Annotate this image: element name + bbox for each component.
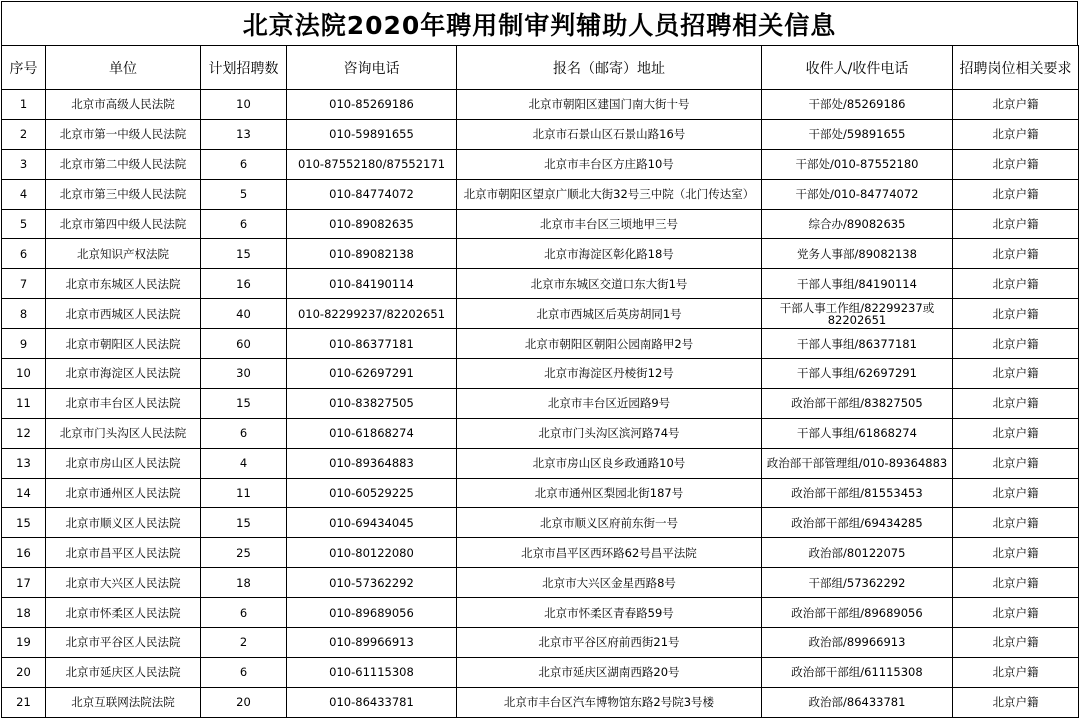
sheet-title: 北京法院2020年聘用制审判辅助人员招聘相关信息 [1, 1, 1078, 45]
table-body [2, 90, 1079, 718]
table-row [2, 568, 1079, 598]
cell-recipient: 干部组/57362292 [762, 568, 953, 598]
cell-requirements: 北京户籍 [953, 478, 1079, 508]
cell-unit: 北京市丰台区人民法院 [46, 388, 201, 418]
cell-planned-count: 16 [201, 269, 287, 299]
table-row [2, 687, 1079, 717]
table-row [2, 179, 1079, 209]
header-address: 报名（邮寄）地址 [457, 46, 762, 90]
cell-index: 15 [2, 508, 46, 538]
table-row [2, 329, 1079, 359]
cell-unit: 北京市第二中级人民法院 [46, 149, 201, 179]
cell-requirements: 北京户籍 [953, 149, 1079, 179]
cell-requirements: 北京户籍 [953, 269, 1079, 299]
cell-requirements: 北京户籍 [953, 299, 1079, 329]
cell-requirements: 北京户籍 [953, 90, 1079, 120]
header-phone: 咨询电话 [287, 46, 457, 90]
cell-address: 北京市门头沟区滨河路74号 [457, 418, 762, 448]
cell-requirements: 北京户籍 [953, 209, 1079, 239]
cell-requirements: 北京户籍 [953, 657, 1079, 687]
cell-address: 北京市海淀区彰化路18号 [457, 239, 762, 269]
cell-address: 北京市海淀区丹棱街12号 [457, 359, 762, 389]
table-row [2, 119, 1079, 149]
cell-index: 5 [2, 209, 46, 239]
cell-planned-count: 60 [201, 329, 287, 359]
cell-planned-count: 4 [201, 448, 287, 478]
table-row [2, 149, 1079, 179]
cell-recipient: 干部人事组/61868274 [762, 418, 953, 448]
cell-unit: 北京市平谷区人民法院 [46, 628, 201, 658]
cell-address: 北京市延庆区湖南西路20号 [457, 657, 762, 687]
cell-recipient: 干部处/010-87552180 [762, 149, 953, 179]
cell-requirements: 北京户籍 [953, 568, 1079, 598]
header-row [2, 46, 1079, 90]
cell-planned-count: 15 [201, 388, 287, 418]
table-row [2, 239, 1079, 269]
cell-recipient: 综合办/89082635 [762, 209, 953, 239]
cell-address: 北京市平谷区府前西街21号 [457, 628, 762, 658]
cell-planned-count: 13 [201, 119, 287, 149]
cell-planned-count: 6 [201, 209, 287, 239]
cell-phone: 010-87552180/87552171 [287, 149, 457, 179]
cell-phone: 010-61868274 [287, 418, 457, 448]
table-row [2, 478, 1079, 508]
cell-phone: 010-60529225 [287, 478, 457, 508]
cell-index: 1 [2, 90, 46, 120]
cell-index: 7 [2, 269, 46, 299]
table-row [2, 628, 1079, 658]
cell-recipient: 政治部干部组/81553453 [762, 478, 953, 508]
cell-address: 北京市怀柔区青春路59号 [457, 598, 762, 628]
cell-recipient: 政治部干部管理组/010-89364883 [762, 448, 953, 478]
cell-index: 10 [2, 359, 46, 389]
cell-unit: 北京市顺义区人民法院 [46, 508, 201, 538]
header-recipient: 收件人/收件电话 [762, 46, 953, 90]
cell-unit: 北京市海淀区人民法院 [46, 359, 201, 389]
cell-requirements: 北京户籍 [953, 388, 1079, 418]
cell-recipient: 干部处/010-84774072 [762, 179, 953, 209]
cell-phone: 010-86433781 [287, 687, 457, 717]
cell-phone: 010-89966913 [287, 628, 457, 658]
cell-address: 北京市丰台区三顷地甲三号 [457, 209, 762, 239]
cell-recipient: 政治部干部组/61115308 [762, 657, 953, 687]
cell-index: 16 [2, 538, 46, 568]
table-row [2, 657, 1079, 687]
cell-unit: 北京市西城区人民法院 [46, 299, 201, 329]
cell-index: 20 [2, 657, 46, 687]
cell-index: 3 [2, 149, 46, 179]
header-index: 序号 [2, 46, 46, 90]
cell-planned-count: 10 [201, 90, 287, 120]
cell-planned-count: 2 [201, 628, 287, 658]
cell-requirements: 北京户籍 [953, 179, 1079, 209]
cell-address: 北京市石景山区石景山路16号 [457, 119, 762, 149]
cell-phone: 010-89082138 [287, 239, 457, 269]
cell-index: 8 [2, 299, 46, 329]
cell-requirements: 北京户籍 [953, 418, 1079, 448]
cell-address: 北京市房山区良乡政通路10号 [457, 448, 762, 478]
cell-index: 9 [2, 329, 46, 359]
cell-planned-count: 6 [201, 418, 287, 448]
cell-phone: 010-84774072 [287, 179, 457, 209]
cell-address: 北京市昌平区西环路62号昌平法院 [457, 538, 762, 568]
cell-planned-count: 30 [201, 359, 287, 389]
cell-phone: 010-57362292 [287, 568, 457, 598]
cell-phone: 010-89364883 [287, 448, 457, 478]
table-row [2, 388, 1079, 418]
cell-requirements: 北京户籍 [953, 538, 1079, 568]
header-planned-count: 计划招聘数 [201, 46, 287, 90]
cell-index: 11 [2, 388, 46, 418]
cell-recipient: 干部处/59891655 [762, 119, 953, 149]
cell-index: 6 [2, 239, 46, 269]
cell-phone: 010-86377181 [287, 329, 457, 359]
cell-phone: 010-61115308 [287, 657, 457, 687]
recruitment-table [1, 45, 1079, 718]
cell-address: 北京市通州区梨园北街187号 [457, 478, 762, 508]
cell-recipient: 干部人事组/62697291 [762, 359, 953, 389]
cell-planned-count: 6 [201, 657, 287, 687]
cell-phone: 010-89689056 [287, 598, 457, 628]
table-row [2, 418, 1079, 448]
cell-requirements: 北京户籍 [953, 628, 1079, 658]
cell-index: 21 [2, 687, 46, 717]
cell-planned-count: 15 [201, 508, 287, 538]
table-row [2, 90, 1079, 120]
cell-unit: 北京市第一中级人民法院 [46, 119, 201, 149]
cell-requirements: 北京户籍 [953, 329, 1079, 359]
recruitment-sheet [1, 1, 1078, 722]
cell-address: 北京市顺义区府前东街一号 [457, 508, 762, 538]
header-requirements: 招聘岗位相关要求 [953, 46, 1079, 90]
table-row [2, 359, 1079, 389]
cell-requirements: 北京户籍 [953, 448, 1079, 478]
cell-phone: 010-80122080 [287, 538, 457, 568]
cell-unit: 北京互联网法院法院 [46, 687, 201, 717]
cell-unit: 北京市怀柔区人民法院 [46, 598, 201, 628]
cell-phone: 010-89082635 [287, 209, 457, 239]
cell-planned-count: 5 [201, 179, 287, 209]
cell-recipient: 政治部干部组/83827505 [762, 388, 953, 418]
cell-requirements: 北京户籍 [953, 359, 1079, 389]
cell-unit: 北京市房山区人民法院 [46, 448, 201, 478]
cell-unit: 北京市昌平区人民法院 [46, 538, 201, 568]
table-row [2, 209, 1079, 239]
cell-unit: 北京市延庆区人民法院 [46, 657, 201, 687]
cell-planned-count: 25 [201, 538, 287, 568]
cell-address: 北京市丰台区汽车博物馆东路2号院3号楼 [457, 687, 762, 717]
cell-address: 北京市西城区后英房胡同1号 [457, 299, 762, 329]
table-row [2, 269, 1079, 299]
cell-unit: 北京市东城区人民法院 [46, 269, 201, 299]
cell-address: 北京市朝阳区建国门南大街十号 [457, 90, 762, 120]
cell-index: 19 [2, 628, 46, 658]
cell-address: 北京市朝阳区望京广顺北大街32号三中院（北门传达室） [457, 179, 762, 209]
cell-unit: 北京市高级人民法院 [46, 90, 201, 120]
cell-unit: 北京市大兴区人民法院 [46, 568, 201, 598]
cell-index: 4 [2, 179, 46, 209]
cell-requirements: 北京户籍 [953, 687, 1079, 717]
cell-index: 18 [2, 598, 46, 628]
cell-planned-count: 6 [201, 149, 287, 179]
header-unit: 单位 [46, 46, 201, 90]
cell-recipient: 干部人事组/84190114 [762, 269, 953, 299]
cell-index: 2 [2, 119, 46, 149]
table-row [2, 508, 1079, 538]
cell-recipient: 政治部/80122075 [762, 538, 953, 568]
cell-recipient: 政治部干部组/89689056 [762, 598, 953, 628]
cell-index: 12 [2, 418, 46, 448]
cell-address: 北京市东城区交道口东大街1号 [457, 269, 762, 299]
cell-phone: 010-84190114 [287, 269, 457, 299]
cell-recipient: 干部处/85269186 [762, 90, 953, 120]
cell-address: 北京市朝阳区朝阳公园南路甲2号 [457, 329, 762, 359]
cell-requirements: 北京户籍 [953, 598, 1079, 628]
cell-planned-count: 15 [201, 239, 287, 269]
cell-unit: 北京市第四中级人民法院 [46, 209, 201, 239]
cell-unit: 北京市第三中级人民法院 [46, 179, 201, 209]
cell-address: 北京市丰台区近园路9号 [457, 388, 762, 418]
table-row [2, 299, 1079, 329]
cell-planned-count: 11 [201, 478, 287, 508]
cell-unit: 北京市朝阳区人民法院 [46, 329, 201, 359]
cell-unit: 北京市门头沟区人民法院 [46, 418, 201, 448]
cell-recipient: 党务人事部/89082138 [762, 239, 953, 269]
cell-recipient: 干部人事工作组/82299237或82202651 [762, 299, 953, 329]
cell-requirements: 北京户籍 [953, 239, 1079, 269]
cell-planned-count: 18 [201, 568, 287, 598]
cell-phone: 010-69434045 [287, 508, 457, 538]
cell-phone: 010-83827505 [287, 388, 457, 418]
table-row [2, 448, 1079, 478]
cell-phone: 010-62697291 [287, 359, 457, 389]
cell-planned-count: 40 [201, 299, 287, 329]
cell-recipient: 政治部干部组/69434285 [762, 508, 953, 538]
cell-unit: 北京市通州区人民法院 [46, 478, 201, 508]
cell-planned-count: 6 [201, 598, 287, 628]
cell-phone: 010-59891655 [287, 119, 457, 149]
cell-index: 17 [2, 568, 46, 598]
cell-planned-count: 20 [201, 687, 287, 717]
cell-address: 北京市大兴区金星西路8号 [457, 568, 762, 598]
table-row [2, 538, 1079, 568]
cell-recipient: 干部人事组/86377181 [762, 329, 953, 359]
cell-index: 13 [2, 448, 46, 478]
cell-phone: 010-85269186 [287, 90, 457, 120]
table-row [2, 598, 1079, 628]
cell-requirements: 北京户籍 [953, 119, 1079, 149]
cell-phone: 010-82299237/82202651 [287, 299, 457, 329]
cell-recipient: 政治部/86433781 [762, 687, 953, 717]
cell-address: 北京市丰台区方庄路10号 [457, 149, 762, 179]
cell-index: 14 [2, 478, 46, 508]
cell-unit: 北京知识产权法院 [46, 239, 201, 269]
cell-recipient: 政治部/89966913 [762, 628, 953, 658]
cell-requirements: 北京户籍 [953, 508, 1079, 538]
